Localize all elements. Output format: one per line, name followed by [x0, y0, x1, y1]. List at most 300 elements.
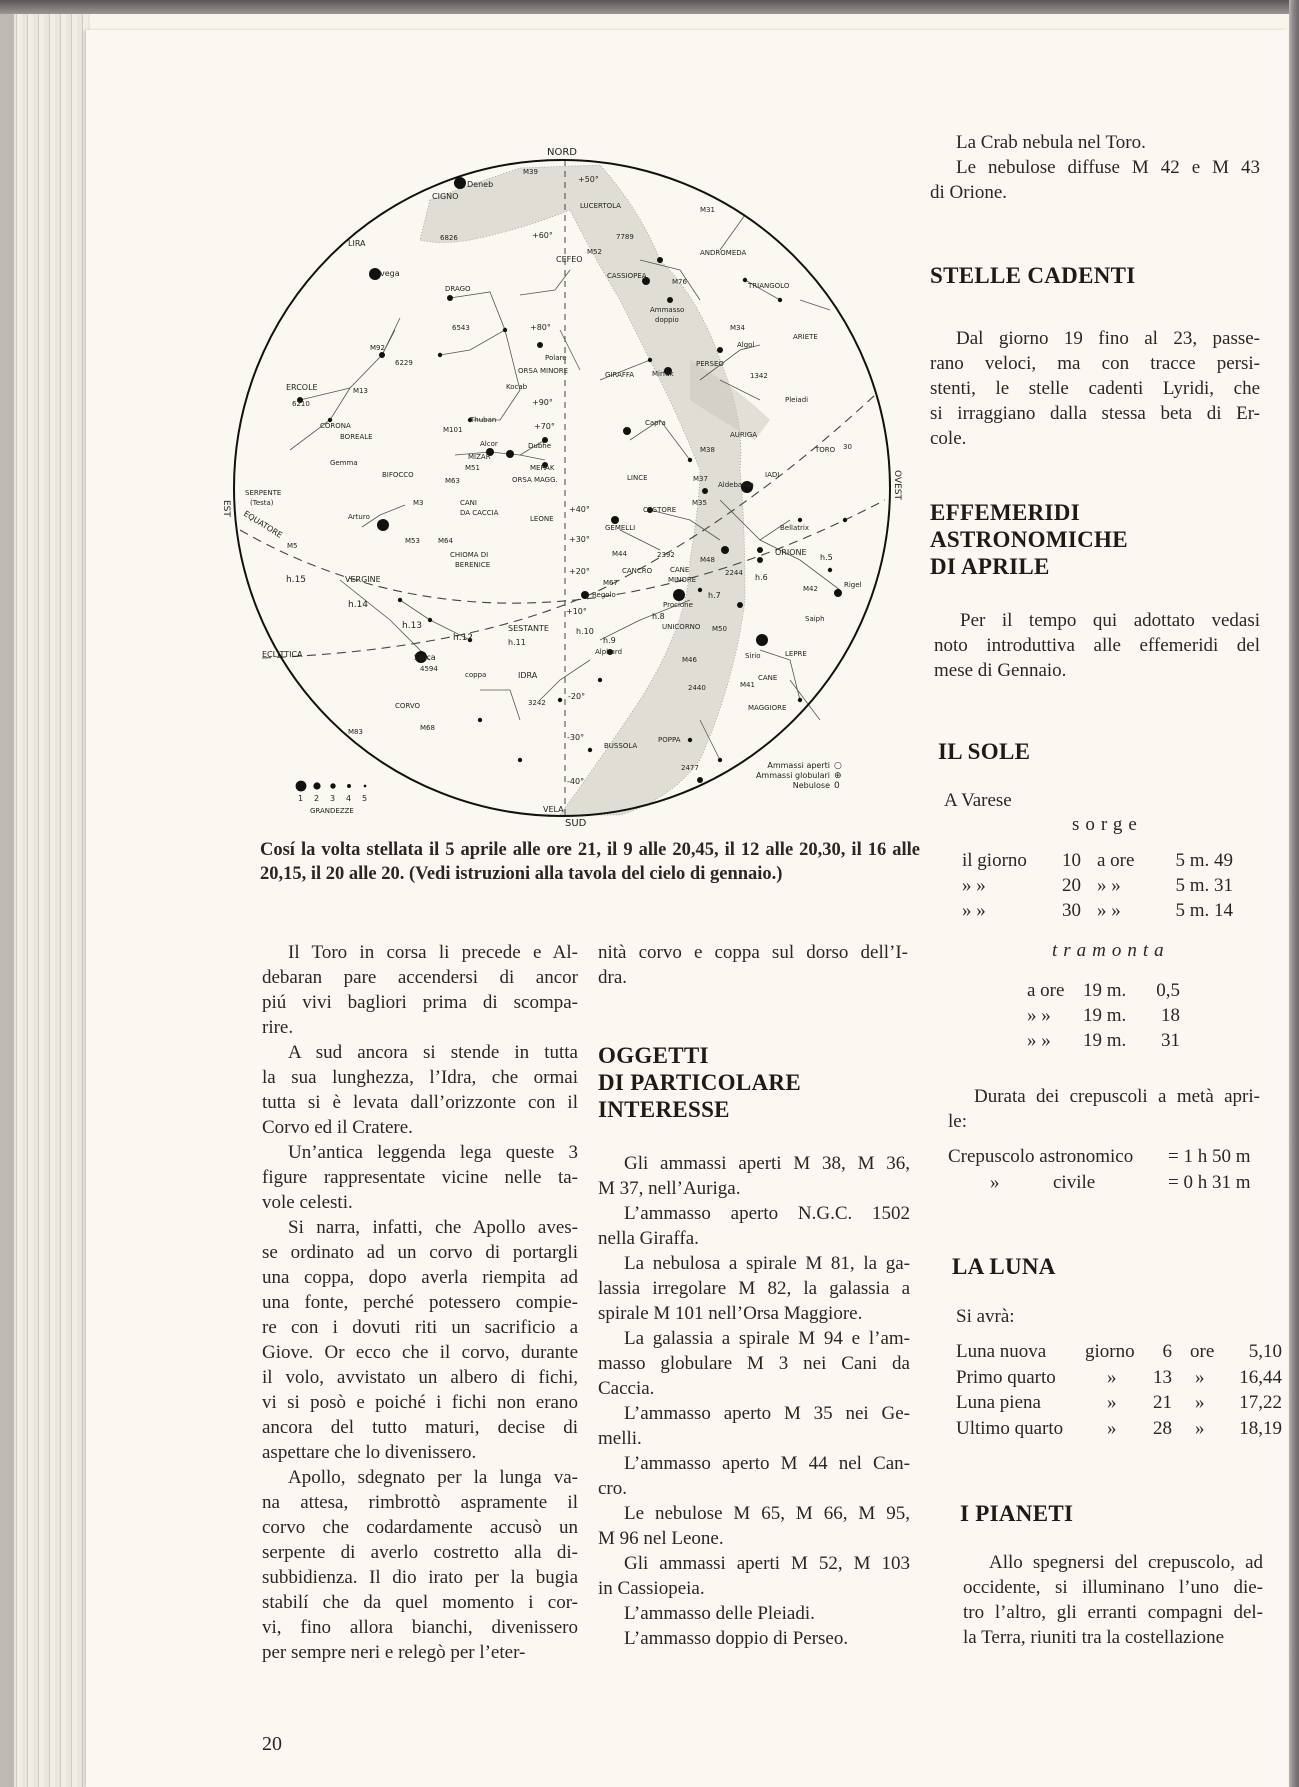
- star-map-label: vega: [380, 269, 400, 278]
- text-line: Dal giorno 19 fino al 23, passe-: [956, 328, 1260, 349]
- star-map-label: VERGINE: [345, 575, 381, 584]
- sorge-day: 30: [1062, 900, 1081, 921]
- star-map-label: M68: [420, 724, 435, 732]
- star-map-label: CASSIOPEA: [607, 272, 647, 280]
- star-map-label: 2440: [688, 684, 706, 692]
- star-map-label: 6229: [395, 359, 413, 367]
- crepuscolo-subtype: civile: [1053, 1172, 1096, 1193]
- sorge-time: 5 m. 49: [1175, 850, 1233, 871]
- text-line: Giove. Or ecco che il corvo, durante: [262, 1342, 578, 1363]
- column-2-continuation: [598, 940, 908, 990]
- text-line: noto introduttiva alle effemeridi del: [934, 635, 1260, 656]
- nebula-icon: 0: [834, 781, 840, 791]
- star: [377, 519, 389, 531]
- text-line: L’ammasso aperto M 44 nel Can-: [624, 1453, 910, 1474]
- star-map-label: ERCOLE: [286, 383, 318, 392]
- star-map-label: LINCE: [627, 474, 648, 482]
- stelle-cadenti-text: [930, 326, 1260, 451]
- star-map-label: h.8: [652, 612, 665, 621]
- text-line: vole celesti.: [262, 1192, 353, 1213]
- star: [743, 278, 747, 282]
- star-map-label: MINORE: [668, 576, 697, 584]
- star: [718, 758, 722, 762]
- star: [657, 257, 663, 263]
- text-line: il volo, avvistato un albero di fichi,: [262, 1367, 578, 1388]
- star-map-label: Alphard: [595, 648, 623, 656]
- star-map-label: 6210: [292, 400, 310, 408]
- star-map-label: M52: [587, 248, 602, 256]
- star-map-label: CHIOMA DI: [450, 551, 489, 559]
- constellation-line: [520, 270, 570, 295]
- text-line: nità corvo e coppa sul dorso dell’I-: [598, 942, 908, 963]
- luna-time: 5,10: [1248, 1341, 1282, 1362]
- effemeridi-text: [934, 608, 1260, 683]
- text-line: cro.: [598, 1478, 628, 1499]
- magnitude-legend-dot: [313, 782, 320, 789]
- star-map-label: BERENICE: [455, 561, 491, 569]
- star-map-label: h.14: [348, 600, 369, 610]
- star-map-label: Ammasso: [650, 306, 685, 314]
- column-1-text: [262, 940, 578, 1665]
- star-map-label: M13: [353, 387, 368, 395]
- star: [611, 516, 619, 524]
- text-line: aspettare che lo divenissero.: [262, 1442, 477, 1463]
- constellation-line: [440, 292, 505, 355]
- luna-hour-label: »: [1195, 1417, 1205, 1439]
- text-line: 20,15, il 20 alle 20. (Vedi istruzioni alla tavola del cielo di gennaio.): [260, 864, 783, 884]
- text-line: si irraggiano dalla stessa beta di Er-: [930, 403, 1260, 424]
- text-line: le:: [948, 1111, 967, 1132]
- luna-phase-name: Ultimo quarto: [956, 1417, 1064, 1439]
- text-line: vi si posò e poiché i fichi non erano: [262, 1392, 578, 1413]
- star-map-label: M34: [730, 324, 745, 332]
- constellation-line: [720, 215, 745, 250]
- text-line: di Orione.: [930, 182, 1008, 203]
- star: [667, 297, 673, 303]
- star-map-label: Spica: [414, 653, 436, 662]
- star: [673, 589, 685, 601]
- heading-il-sole: IL SOLE: [938, 739, 1031, 764]
- tramonta-minutes: 18: [1161, 1005, 1180, 1026]
- text-line: re con i dovuti riti un sacrificio a: [262, 1317, 578, 1338]
- star-map-label: M92: [370, 344, 385, 352]
- star-map-label: h.5: [820, 553, 833, 562]
- text-line: la Terra, riuniti tra la costellazione: [963, 1627, 1225, 1648]
- luna-phase-name: Luna piena: [956, 1392, 1041, 1413]
- luna-time: 16,44: [1239, 1366, 1282, 1388]
- star-map-label: 2477: [681, 764, 699, 772]
- star-map-label: CEFEO: [556, 255, 583, 264]
- luna-day: 28: [1153, 1417, 1172, 1439]
- text-line: figure rappresentate vicine nelle ta-: [262, 1167, 578, 1188]
- sorge-day: 10: [1062, 850, 1081, 871]
- star-map-label: h.11: [508, 638, 526, 647]
- page-number: 20: [262, 1733, 282, 1755]
- star-map-label: h.7: [708, 591, 721, 600]
- star-map-label: +10°: [566, 607, 587, 616]
- star-map-label: Pleiadi: [785, 396, 809, 404]
- constellation-line: [560, 330, 580, 370]
- star-map-label: 6543: [452, 324, 470, 332]
- text-line: Allo spegnersi del crepuscolo, ad: [989, 1552, 1263, 1573]
- star-map-label: +80°: [530, 323, 551, 332]
- star-map-caption: [260, 838, 920, 886]
- tramonta-hour: 19 m.: [1083, 1005, 1127, 1026]
- luna-day-label: »: [1107, 1417, 1117, 1439]
- luna-hour-label: ore: [1190, 1341, 1215, 1362]
- sorge-row-label: » »: [962, 900, 986, 921]
- star-map-label: Dubhe: [528, 442, 552, 450]
- crepuscoli-text: [948, 1084, 1260, 1134]
- star-map-label: 3242: [528, 699, 546, 707]
- text-line: vi, fino allora bianchi, divenissero: [262, 1617, 578, 1638]
- text-line: spirale M 101 nell’Orsa Maggiore.: [598, 1303, 863, 1324]
- sorge-time: 5 m. 31: [1175, 875, 1233, 896]
- text-line: in Cassiopeia.: [598, 1578, 705, 1599]
- text-line: la sua lunghezza, l’Idra, che ormai: [262, 1067, 578, 1088]
- star-map-label: h.9: [603, 636, 616, 645]
- star: [428, 618, 432, 622]
- star-map-label: EQUATORE: [241, 509, 284, 540]
- star: [834, 589, 842, 597]
- star-map-label: CANE: [758, 674, 778, 682]
- star-map-label: TRIANGOLO: [748, 282, 790, 290]
- text-line: L’ammasso doppio di Perseo.: [624, 1628, 849, 1649]
- heading-line: DI PARTICOLARE: [598, 1070, 801, 1095]
- star-map-label: 4594: [420, 665, 438, 673]
- star-map-label: POPPA: [658, 736, 681, 744]
- text-line: serpente di averlo costretto alla di-: [262, 1542, 578, 1563]
- star-map-label: SESTANTE: [508, 624, 549, 633]
- star-map-label: M50: [712, 625, 727, 633]
- text-line: mese di Gennaio.: [934, 660, 1067, 681]
- luna-day-label: »: [1107, 1392, 1117, 1413]
- text-line: Caccia.: [598, 1378, 655, 1399]
- star-map-label: ARIETE: [793, 333, 818, 341]
- text-line: nella Giraffa.: [598, 1228, 699, 1249]
- heading-line: INTERESSE: [598, 1097, 730, 1122]
- star: [438, 353, 442, 357]
- star-map-label: CASTORE: [643, 506, 677, 514]
- magnitude-legend-dot: [364, 785, 367, 788]
- star-map-label: MERAK: [530, 464, 555, 472]
- heading-i-pianeti: I PIANETI: [960, 1501, 1074, 1526]
- tramonta-row-label: » »: [1027, 1030, 1051, 1051]
- star-map-label: Capra: [645, 419, 666, 427]
- star: [721, 546, 729, 554]
- luna-day-label: »: [1107, 1366, 1117, 1388]
- text-line: Cosí la volta stellata il 5 aprile alle ore 21, il 9 alle 20,45, il 12 alle 20,30, il 16 alle: [260, 840, 920, 860]
- crepuscolo-duration: = 0 h 31 m: [1168, 1172, 1251, 1193]
- sorge-label: sorge: [1072, 814, 1143, 835]
- text-line: La Crab nebula nel Toro.: [956, 132, 1146, 153]
- sorge-hour-label: » »: [1097, 875, 1121, 896]
- star-map-label: LEPRE: [785, 650, 807, 658]
- star-map-label: SUD: [565, 818, 587, 829]
- star: [506, 450, 514, 458]
- star-map-label: M51: [465, 464, 480, 472]
- sorge-hour-label: a ore: [1097, 850, 1135, 871]
- star: [447, 295, 453, 301]
- right-top-text: [930, 130, 1260, 205]
- star-map-label: BIFOCCO: [382, 471, 414, 479]
- star-map-label: +50°: [578, 175, 599, 184]
- star-map-label: +90°: [532, 398, 553, 407]
- text-line: Le nebulose M 65, M 66, M 95,: [624, 1503, 910, 1524]
- text-line: L’ammasso aperto M 35 nei Ge-: [624, 1403, 910, 1424]
- heading-line: EFFEMERIDI: [930, 500, 1080, 525]
- magnitude-legend-dot: [347, 784, 351, 788]
- star-map-label: Procione: [663, 601, 693, 609]
- text-line: melli.: [598, 1428, 642, 1449]
- star-map-label: M64: [438, 537, 453, 545]
- text-line: rire.: [262, 1017, 294, 1038]
- star: [478, 718, 482, 722]
- crepuscolo-type: »: [990, 1172, 1000, 1193]
- sorge-time: 5 m. 14: [1175, 900, 1233, 921]
- luna-day-label: giorno: [1085, 1341, 1135, 1362]
- text-line: Per il tempo qui adottato vedasi: [960, 610, 1260, 631]
- text-line: A sud ancora si stende in tutta: [288, 1042, 578, 1063]
- star: [798, 698, 802, 702]
- text-line: tro l’altro, gli erranti compagni del-: [963, 1602, 1263, 1623]
- text-line: masso globulare M 3 nei Cani da: [598, 1353, 910, 1374]
- constellation-line: [790, 680, 820, 720]
- star-map-label: M83: [348, 728, 363, 736]
- star-map-label: ORSA MAGG.: [512, 476, 558, 484]
- star-map-label: PERSEO: [696, 360, 724, 368]
- star-map-label: Arturo: [348, 513, 370, 521]
- star-map-label: M101: [443, 426, 463, 434]
- star: [778, 298, 782, 302]
- tramonta-row-label: » »: [1027, 1005, 1051, 1026]
- star-map-label: Regolo: [592, 591, 616, 599]
- text-line: stabilí che da quel momento i cor-: [262, 1592, 578, 1613]
- star-map-label: SERPENTE: [245, 489, 282, 497]
- star-map-label: M53: [405, 537, 420, 545]
- star: [737, 602, 743, 608]
- tramonta-hour: 19 m.: [1083, 980, 1127, 1001]
- text-line: L’ammasso aperto N.G.C. 1502: [624, 1203, 910, 1224]
- star-map-label: -30°: [567, 733, 585, 742]
- star-map-label: h.12: [453, 633, 474, 643]
- star: [518, 758, 522, 762]
- star: [688, 738, 692, 742]
- star-map-label: DA CACCIA: [460, 509, 499, 517]
- text-line: lassia irregolare M 82, la galassia a: [598, 1278, 910, 1299]
- book-gutter-shadow: [1289, 0, 1299, 1787]
- star-map-label: ECLITTICA: [262, 650, 303, 659]
- star: [828, 568, 832, 572]
- object-legend-label: Ammassi globulari: [755, 771, 830, 780]
- text-line: Corvo ed il Cratere.: [262, 1117, 413, 1138]
- star-map-label: BOREALE: [340, 433, 373, 441]
- star-map-label: M3: [413, 499, 424, 507]
- star: [588, 748, 592, 752]
- star-map-label: M38: [700, 446, 715, 454]
- star-map-label: +70°: [534, 422, 555, 431]
- star: [581, 591, 589, 599]
- text-line: Durata dei crepuscoli a metà apri-: [974, 1086, 1260, 1107]
- star-map-label: CIGNO: [432, 192, 459, 201]
- text-line: L’ammasso delle Pleiadi.: [624, 1603, 815, 1624]
- star: [598, 678, 602, 682]
- magnitude-legend-number: 1: [298, 794, 304, 803]
- star-map-label: M76: [672, 278, 687, 286]
- text-line: Si narra, infatti, che Apollo aves-: [288, 1217, 578, 1238]
- star-map-label: M67: [603, 579, 618, 587]
- star-map-label: Kocab: [506, 383, 528, 391]
- luna-time: 17,22: [1239, 1392, 1282, 1413]
- tramonta-minutes: 0,5: [1156, 980, 1180, 1001]
- star-map-label: IADI: [765, 471, 780, 479]
- luna-day: 6: [1162, 1341, 1172, 1362]
- star-map-label: BUSSOLA: [604, 742, 638, 750]
- crepuscolo-type: Crepuscolo astronomico: [948, 1146, 1134, 1167]
- star-map-label: 30: [843, 443, 852, 451]
- pianeti-text: [963, 1550, 1263, 1650]
- star-map-label: M42: [803, 585, 818, 593]
- star-map-label: h.15: [286, 575, 307, 585]
- heading-line: ASTRONOMICHE: [930, 527, 1128, 552]
- star-map-label: DRAGO: [445, 285, 471, 293]
- star: [697, 777, 703, 783]
- text-line: rano veloci, ma con tracce persi-: [930, 353, 1260, 374]
- star: [756, 634, 768, 646]
- star: [698, 588, 702, 592]
- star-map-label: NORD: [547, 147, 577, 158]
- sole-place: A Varese: [944, 790, 1012, 811]
- star-map-label: Gemma: [330, 459, 358, 467]
- star: [537, 342, 543, 348]
- star-map-label: EST: [221, 500, 231, 517]
- star-map-label: ORSA MINORE: [518, 367, 569, 375]
- star: [398, 598, 402, 602]
- sorge-hour-label: » »: [1097, 900, 1121, 921]
- constellation-line: [480, 690, 520, 720]
- star-map-label: h.10: [576, 627, 594, 636]
- object-legend-label: Ammassi aperti: [767, 761, 830, 770]
- magnitude-legend-dot: [330, 783, 335, 788]
- text-line: una coppa, dopo averla riempita ad: [262, 1267, 578, 1288]
- star-map-label: Polare: [545, 354, 567, 362]
- star-map-label: M35: [692, 499, 707, 507]
- text-line: Il Toro in corsa li precede e Al-: [288, 942, 578, 963]
- star-map-label: (Testa): [250, 499, 274, 507]
- tramonta-minutes: 31: [1161, 1030, 1180, 1051]
- luna-day: 13: [1153, 1366, 1172, 1388]
- text-line: dra.: [598, 967, 628, 988]
- star-map-label: LEONE: [530, 515, 554, 523]
- star-map-label: 2392: [657, 551, 675, 559]
- tramonta-label: tramonta: [1052, 940, 1170, 961]
- open-cluster-icon: ○: [834, 761, 842, 771]
- heading-line: OGGETTI: [598, 1043, 709, 1068]
- magnitude-legend-title: GRANDEZZE: [310, 807, 354, 815]
- object-legend-label: Nebulose: [792, 781, 830, 790]
- text-line: La galassia a spirale M 94 e l’am-: [624, 1328, 910, 1349]
- star-map-label: Bellatrix: [780, 524, 809, 532]
- magnitude-legend-number: 3: [330, 794, 336, 803]
- text-line: stenti, le stelle cadenti Lyridi, che: [930, 378, 1260, 399]
- star-map-label: M31: [700, 206, 715, 214]
- text-line: M 37, nell’Auriga.: [598, 1178, 741, 1199]
- text-line: tutta si è levata dall’orizzonte con il: [262, 1092, 578, 1113]
- luna-phase-name: Luna nuova: [956, 1341, 1047, 1362]
- star-map-label: h.6: [755, 573, 768, 582]
- text-line: na attesa, rimbrottò aspramente il: [262, 1492, 578, 1513]
- star-map-label: Deneb: [467, 180, 494, 189]
- star-map-label: AURIGA: [730, 431, 758, 439]
- star: [702, 488, 708, 494]
- magnitude-legend-number: 2: [314, 794, 320, 803]
- star-map-label: GIRAFFA: [605, 371, 635, 379]
- sorge-day: 20: [1062, 875, 1081, 896]
- star: [454, 177, 466, 189]
- star-map-label: +40°: [569, 505, 590, 514]
- star-map-label: GEMELLI: [605, 524, 636, 532]
- text-line: Apollo, sdegnato per la lunga va-: [288, 1467, 578, 1488]
- star-map-label: coppa: [465, 671, 487, 679]
- star-map-label: h.13: [402, 621, 423, 631]
- star-map-label: TORO: [815, 446, 836, 454]
- text-line: corvo che codardamente accusò un: [262, 1517, 578, 1538]
- magnitude-legend-dot: [296, 781, 307, 792]
- star-map-label: Sirio: [745, 652, 761, 660]
- star-map-label: CANE: [670, 566, 690, 574]
- star: [717, 347, 723, 353]
- star-map-label: M5: [287, 542, 298, 550]
- star-map-label: UNICORNO: [662, 623, 701, 631]
- star-map-label: +30°: [569, 535, 590, 544]
- star-map-label: M41: [740, 681, 755, 689]
- star-map-label: CANCRO: [622, 567, 653, 575]
- luna-time: 18,19: [1239, 1417, 1282, 1439]
- star-map-label: ORIONE: [775, 548, 807, 557]
- luna-day: 21: [1153, 1392, 1172, 1413]
- text-line: Un’antica leggenda lega queste 3: [288, 1142, 578, 1163]
- heading-la-luna: LA LUNA: [952, 1254, 1056, 1279]
- star-map-label: M44: [612, 550, 627, 558]
- star-map-label: Saiph: [805, 615, 825, 623]
- heading-line: DI APRILE: [930, 554, 1050, 579]
- heading-effemeridi: [930, 499, 1128, 580]
- star-map-label: CORONA: [320, 422, 351, 430]
- globular-cluster-icon: ⊕: [834, 771, 842, 781]
- star: [558, 698, 562, 702]
- star: [843, 518, 847, 522]
- star-map-label: Alcor: [480, 440, 498, 448]
- star-map-label: VELA: [543, 805, 564, 814]
- luna-phase-name: Primo quarto: [956, 1366, 1056, 1388]
- star-map-label: -20°: [568, 692, 586, 701]
- star-map-label: 7789: [616, 233, 634, 241]
- text-line: La nebulosa a spirale M 81, la ga-: [624, 1253, 910, 1274]
- text-line: se ordinato ad un corvo di portargli: [262, 1242, 578, 1263]
- oggetti-list: [598, 1151, 910, 1651]
- star-map-label: Aldebaran: [718, 481, 754, 489]
- star-map-label: OVEST: [892, 470, 902, 500]
- star-map-label: IDRA: [518, 671, 538, 680]
- text-line: per sempre neri e relegò per l’eter-: [262, 1642, 526, 1663]
- text-line: cole.: [930, 428, 967, 449]
- heading-oggetti: [598, 1042, 801, 1123]
- luna-hour-label: »: [1195, 1366, 1205, 1388]
- star-map-label: doppio: [655, 316, 679, 324]
- star-map-label: Rigel: [844, 581, 862, 589]
- star-map-label: M48: [700, 556, 715, 564]
- tramonta-row-label: a ore: [1027, 980, 1065, 1001]
